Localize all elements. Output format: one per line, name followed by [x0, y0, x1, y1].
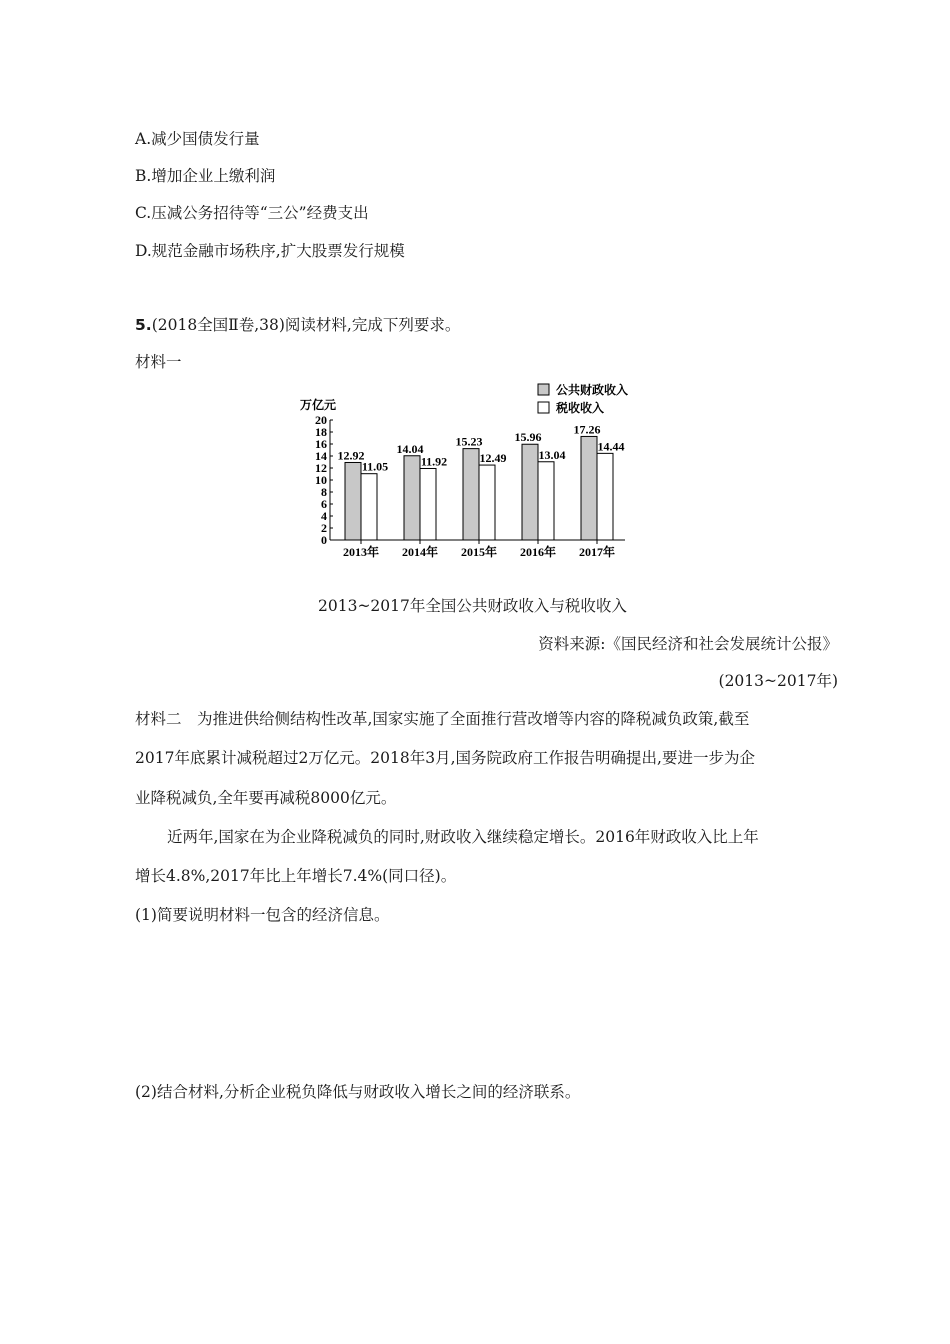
data-label: 12.49: [479, 451, 507, 466]
y-tick-label: 8: [321, 485, 327, 499]
bar: [597, 453, 613, 540]
x-tick-label: 2016年: [519, 545, 557, 559]
y-tick-label: 0: [321, 533, 327, 547]
y-tick-label: 10: [315, 473, 327, 487]
x-tick-label: 2013年: [342, 545, 380, 559]
data-label: 17.26: [573, 422, 601, 437]
material-2-line-3: 业降税减负,全年要再减税8000亿元。: [135, 789, 397, 807]
bar: [479, 465, 495, 540]
y-tick-label: 6: [321, 497, 327, 511]
y-tick-label: 18: [315, 425, 327, 439]
data-label: 14.04: [396, 441, 424, 456]
data-label: 15.23: [455, 434, 483, 449]
material-1-label: 材料一: [135, 353, 182, 371]
bar: [404, 456, 420, 540]
source-line: 资料来源:《国民经济和社会发展统计公报》: [538, 635, 838, 653]
data-label: 11.92: [420, 454, 448, 469]
y-tick-label: 2: [321, 521, 327, 535]
y-tick-label: 16: [315, 437, 327, 451]
y-tick-label: 12: [315, 461, 327, 475]
data-label: 13.04: [538, 447, 566, 462]
option-a: A.减少国债发行量: [135, 130, 260, 148]
legend-label: 公共财政收入: [556, 383, 629, 397]
option-b: B.增加企业上缴利润: [135, 167, 276, 185]
x-tick-label: 2014年: [401, 545, 439, 559]
x-tick-label: 2017年: [578, 545, 616, 559]
data-label: 12.92: [337, 448, 365, 463]
material-2-line-1: 材料二 为推进供给侧结构性改革,国家实施了全面推行营改增等内容的降税减负政策,截至: [135, 710, 750, 728]
bar: [522, 444, 538, 540]
y-tick-label: 14: [315, 449, 327, 463]
source-years: (2013~2017年): [718, 672, 838, 690]
y-tick-label: 4: [321, 509, 327, 523]
question-5-stem: [135, 315, 460, 335]
legend-swatch: [538, 384, 549, 395]
data-label: 15.96: [514, 430, 542, 445]
material-2-line-2: 2017年底累计减税超过2万亿元。2018年3月,国务院政府工作报告明确提出,要进一步为企: [135, 749, 755, 767]
bar: [420, 468, 436, 540]
paragraph-2-line-2: 增长4.8%,2017年比上年增长7.4%(同口径)。: [135, 867, 457, 885]
bar: [538, 462, 554, 540]
option-c: C.压减公务招待等“三公”经费支出: [135, 204, 369, 222]
option-d: D.规范金融市场秩序,扩大股票发行规模: [135, 242, 405, 260]
sub-question-2: (2)结合材料,分析企业税负降低与财政收入增长之间的经济联系。: [135, 1083, 581, 1101]
legend-label: 税收收入: [556, 401, 605, 415]
y-axis-label: 万亿元: [300, 398, 337, 412]
paragraph-2-line-1: 近两年,国家在为企业降税减负的同时,财政收入继续稳定增长。2016年财政收入比上年: [167, 828, 759, 846]
x-tick-label: 2015年: [460, 545, 498, 559]
bar: [463, 449, 479, 540]
data-label: 11.05: [361, 459, 389, 474]
bar: [581, 436, 597, 540]
y-tick-label: 20: [315, 413, 327, 427]
data-label: 14.44: [597, 439, 625, 454]
question-number: 5.: [135, 316, 152, 334]
bar-chart: [300, 375, 645, 565]
question-stem: (2018全国Ⅱ卷,38)阅读材料,完成下列要求。: [151, 316, 461, 334]
legend-swatch: [538, 402, 549, 413]
bar: [361, 474, 377, 540]
sub-question-1: (1)简要说明材料一包含的经济信息。: [135, 906, 390, 924]
bar: [345, 462, 361, 540]
chart-caption: 2013~2017年全国公共财政收入与税收收入: [318, 597, 627, 615]
